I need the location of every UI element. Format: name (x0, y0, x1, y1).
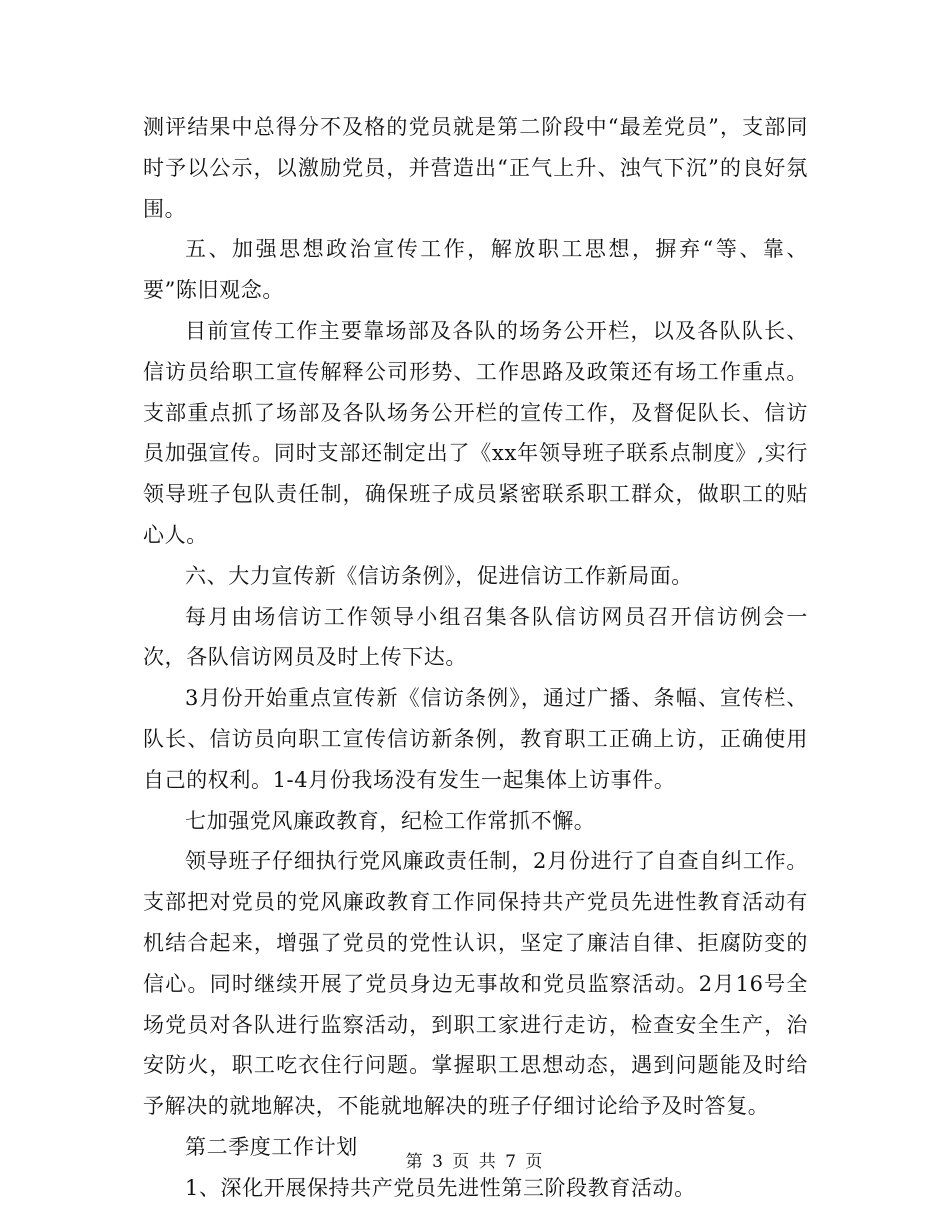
paragraph: 每月由场信访工作领导小组召集各队信访网员召开信访例会一次，各队信访网员及时上传下达。 (143, 604, 808, 670)
section-heading-5: 五、加强思想政治宣传工作，解放职工思想，摒弃“等、靠、要”陈旧观念。 (143, 237, 808, 303)
paragraph-continuation: 测评结果中总得分不及格的党员就是第二阶段中“最差党员”，支部同时予以公示，以激励党员，并营造出“正气上升、浊气下沉”的良好氛围。 (143, 115, 808, 221)
section-heading-plan: 第二季度工作计划 (185, 1134, 358, 1159)
paragraph: 领导班子仔细执行党风廉政责任制，2月份进行了自查自纠工作。支部把对党员的党风廉政教育工作同保持共产党员先进性教育活动有机结合起来，增强了党员的党性认识，坚定了廉洁自律、拒腐防变的信心。同时继续开展了党员身边无事故和党员监察活动。2月16号全场党员对各队进行监察活动，到职工家进行走访，检查安全生产，治安防火，职工吃衣住行问题。掌握职工思想动态，遇到问题能及时给予解决的就地解决，不能就地解决的班子仔细讨论给予及时答复。 (143, 849, 808, 1119)
page-number-footer: 第 3 页 共 7 页 (405, 1152, 545, 1172)
plan-item: 1、深化开展保持共产党员先进性第三阶段教育活动。 (185, 1175, 696, 1200)
document-body (143, 107, 808, 1209)
paragraph: 3月份开始重点宣传新《信访条例》，通过广播、条幅、宣传栏、队长、信访员向职工宣传信访新条例，教育职工正确上访，正确使用自己的权利。1-4月份我场没有发生一起集体上访事件。 (143, 686, 808, 792)
section-heading-7: 七加强党风廉政教育，纪检工作常抓不懈。 (185, 808, 596, 833)
paragraph: 目前宣传工作主要靠场部及各队的场务公开栏，以及各队队长、信访员给职工宣传解释公司形势、工作思路及政策还有场工作重点。支部重点抓了场部及各队场务公开栏的宣传工作，及督促队长、信访员加强宣传。同时支部还制定出了《xx年领导班子联系点制度》,实行领导班子包队责任制，确保班子成员紧密联系职工群众，做职工的贴心人。 (143, 318, 808, 547)
section-heading-6: 六、大力宣传新《信访条例》，促进信访工作新局面。 (185, 563, 693, 588)
